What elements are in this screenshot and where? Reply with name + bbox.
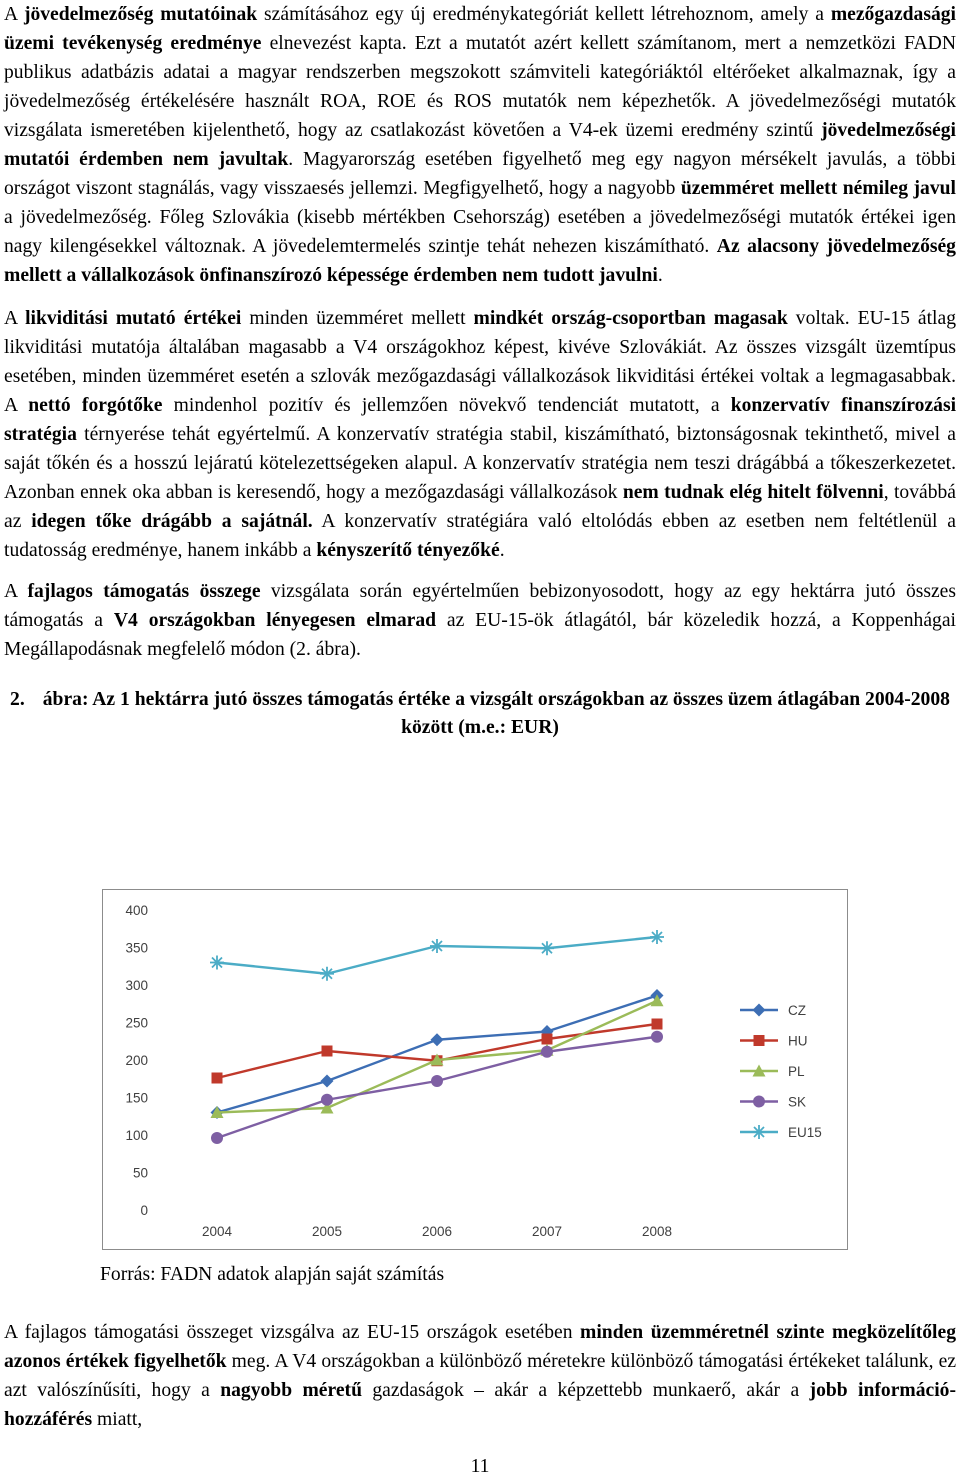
data-point-hu	[322, 1046, 333, 1057]
legend-marker-eu15	[752, 1125, 766, 1139]
paragraph-subsidy	[4, 577, 956, 664]
bold-text: nagyobb méretű	[220, 1380, 362, 1401]
body-text: .	[499, 540, 505, 561]
legend-label-cz: CZ	[788, 1003, 806, 1018]
bold-text: mezőgazdasági üzemi tevékenység eredménye	[4, 4, 957, 54]
bold-text: mindkét ország-csoportban magasak	[473, 308, 788, 329]
figure-number: 2.	[10, 689, 25, 710]
data-point-hu	[212, 1073, 223, 1084]
data-point-sk	[651, 1031, 663, 1043]
body-text: meg. A V4 országokban a különböző méretekre különböző támogatási értékeket találunk, ez azt valószínűsíti, hogy a	[4, 1351, 957, 1401]
body-text: .	[657, 265, 663, 286]
data-point-eu15	[210, 956, 224, 970]
body-text: A konzervatív stratégiára való eltolódás ebben az esetben nem feltétlenül a tudatosság eredménye, hanem inkább a	[4, 511, 956, 561]
paragraph-profitability	[4, 0, 956, 290]
y-tick-label: 150	[125, 1090, 148, 1106]
figure-caption-text: ábra: Az 1 hektárra jutó összes támogatás értéke a vizsgált országokban az összes üzem átlagában 2004-2008 között (m.e.: EUR)	[42, 689, 950, 738]
y-tick-label: 100	[125, 1128, 148, 1143]
chart-svg	[102, 889, 848, 1250]
data-point-eu15	[320, 967, 334, 981]
legend-marker-sk	[753, 1096, 765, 1108]
body-text: elnevezést kapta. Ezt a mutatót azért kellett számítanom, mert a nemzetközi FADN publikus adatbázis adatai a magyar rendszerben megszokott számviteli kategóriáktól eltérőeket alkalmaznak, így a jövedelmezőség értékelésére használt ROA, ROE és ROS mutatók nem képezhetők. A jövedelmezőségi mutatók vizsgálata ismeretében kijelenthető, hogy az csatlakozást követően a V4-ek üzemi eredmény szintű	[4, 33, 956, 141]
body-text: a jövedelmezőség. Főleg Szlovákia (kisebb mértékben Csehország) esetében a jövedelmezőségi mutatók értékei igen nagy kilengésekkel változnak. A jövedelemtermelés szintje tehát nehezen kiszámítható.	[4, 207, 956, 257]
bold-text: üzemméret mellett némileg javul	[680, 178, 956, 199]
body-text: . Magyarország esetében figyelhető meg egy nagyon mérsékelt javulás, a többi országot viszont stagnálás, vagy visszaesés jellemzi. Megfigyelhető, hogy a nagyobb	[4, 149, 956, 199]
bold-text: konzervatív finanszírozási stratégia	[4, 395, 957, 445]
y-tick-label: 200	[125, 1053, 148, 1068]
x-tick-label: 2005	[311, 1224, 343, 1239]
paragraph-liquidity	[4, 304, 956, 565]
x-tick-label: 2006	[421, 1224, 453, 1239]
bold-text: fajlagos támogatás összege	[27, 581, 261, 602]
body-text: A fajlagos támogatási összeget vizsgálva az EU-15 országok esetében	[4, 1322, 581, 1343]
legend-label-pl: PL	[788, 1064, 805, 1079]
bold-text: Az alacsony jövedelmezőség mellett a vállalkozások önfinanszírozó képessége érdemben nem tudott javulni	[4, 236, 956, 286]
bold-text: jövedelmezőség mutatóinak	[23, 4, 258, 25]
subsidy-line-chart	[102, 889, 848, 1250]
y-tick-label: 250	[125, 1015, 148, 1031]
body-text: térnyerése tehát egyértelmű. A konzervatív stratégia stabil, kiszámítható, biztonságosnak tekinthető, mivel a saját tőkén és a hosszú lejáratú kötelezettségeken alapul. A konzervatív stratégia nem teszi drágábbá a tőkeszerkezetet. Azonban ennek oka abban is keresendő, hogy a mezőgazdasági vállalkozások	[4, 424, 956, 503]
body-text: A	[4, 4, 24, 25]
legend-label-hu: HU	[788, 1033, 808, 1049]
figure-caption	[4, 686, 956, 742]
body-text: miatt,	[92, 1409, 143, 1430]
x-tick-label: 2008	[641, 1224, 673, 1239]
body-text: minden üzemméret mellett	[241, 308, 474, 329]
body-text: az EU-15-ök átlagától, bár közeledik hozzá, a Koppenhágai Megállapodásnak megfelelő módon (2. ábra).	[4, 610, 956, 660]
data-point-hu	[652, 1019, 663, 1030]
body-text: számításához egy új eredménykategóriát kellett létrehoznom, amely a	[257, 4, 831, 25]
data-point-sk	[541, 1046, 553, 1058]
data-point-eu15	[540, 941, 554, 955]
bold-text: minden üzemméretnél szinte megközelítőleg azonos értékek figyelhetők	[4, 1322, 956, 1372]
body-text: A	[4, 308, 26, 329]
y-tick-label: 400	[125, 903, 148, 918]
data-point-hu	[542, 1034, 553, 1045]
body-text: , továbbá az	[4, 482, 956, 532]
body-text: A	[4, 581, 28, 602]
page-number: 11	[470, 1456, 490, 1477]
bold-text: jövedelmezőségi mutatói érdemben nem javultak	[4, 120, 956, 170]
body-text: vizsgálata során egyértelműen bebizonyosodott, hogy az egy hektárra jutó összes támogatás a	[4, 581, 957, 631]
bold-text: likviditási mutató értékei	[25, 308, 242, 329]
y-tick-label: 50	[132, 1165, 148, 1181]
data-point-sk	[211, 1132, 223, 1144]
figure-source: Forrás: FADN adatok alapján saját számítás	[100, 1264, 445, 1285]
chart-border	[103, 890, 848, 1250]
paragraph-subsidy-size	[4, 1318, 956, 1434]
y-tick-label: 300	[125, 978, 148, 993]
legend-marker-hu	[754, 1035, 765, 1046]
data-point-eu15	[430, 939, 444, 953]
x-tick-label: 2004	[201, 1224, 233, 1239]
bold-text: V4 országokban lényegesen elmarad	[113, 610, 437, 631]
body-text: voltak. EU-15 átlag likviditási mutatója általában magasabb a V4 országokhoz képest, kivéve Szlovákiát. Az összes vizsgált üzemtípus esetében, minden üzemméret esetén a szlovák mezőgazdasági vállalkozások likviditási értékei voltak a legmagasabbak. A	[4, 308, 956, 416]
body-text: mindenhol pozitív és jellemzően növekvő tendenciát mutatott, a	[162, 395, 731, 416]
data-point-sk	[431, 1075, 443, 1087]
legend-label-sk: SK	[788, 1094, 807, 1110]
y-tick-label: 0	[140, 1203, 148, 1218]
y-tick-label: 350	[125, 940, 148, 956]
bold-text: idegen tőke drágább a sajátnál.	[31, 511, 313, 532]
data-point-sk	[321, 1094, 333, 1106]
bold-text: nem tudnak elég hitelt fölvenni	[622, 482, 884, 503]
legend-label-eu15: EU15	[788, 1125, 822, 1140]
bold-text: jobb információ-hozzáférés	[4, 1380, 956, 1430]
x-tick-label: 2007	[531, 1224, 563, 1239]
bold-text: kényszerítő tényezőké	[316, 540, 500, 561]
body-text: gazdaságok – akár a képzettebb munkaerő, akár a	[361, 1380, 810, 1401]
data-point-eu15	[650, 930, 664, 944]
bold-text: nettó forgótőke	[28, 395, 163, 416]
